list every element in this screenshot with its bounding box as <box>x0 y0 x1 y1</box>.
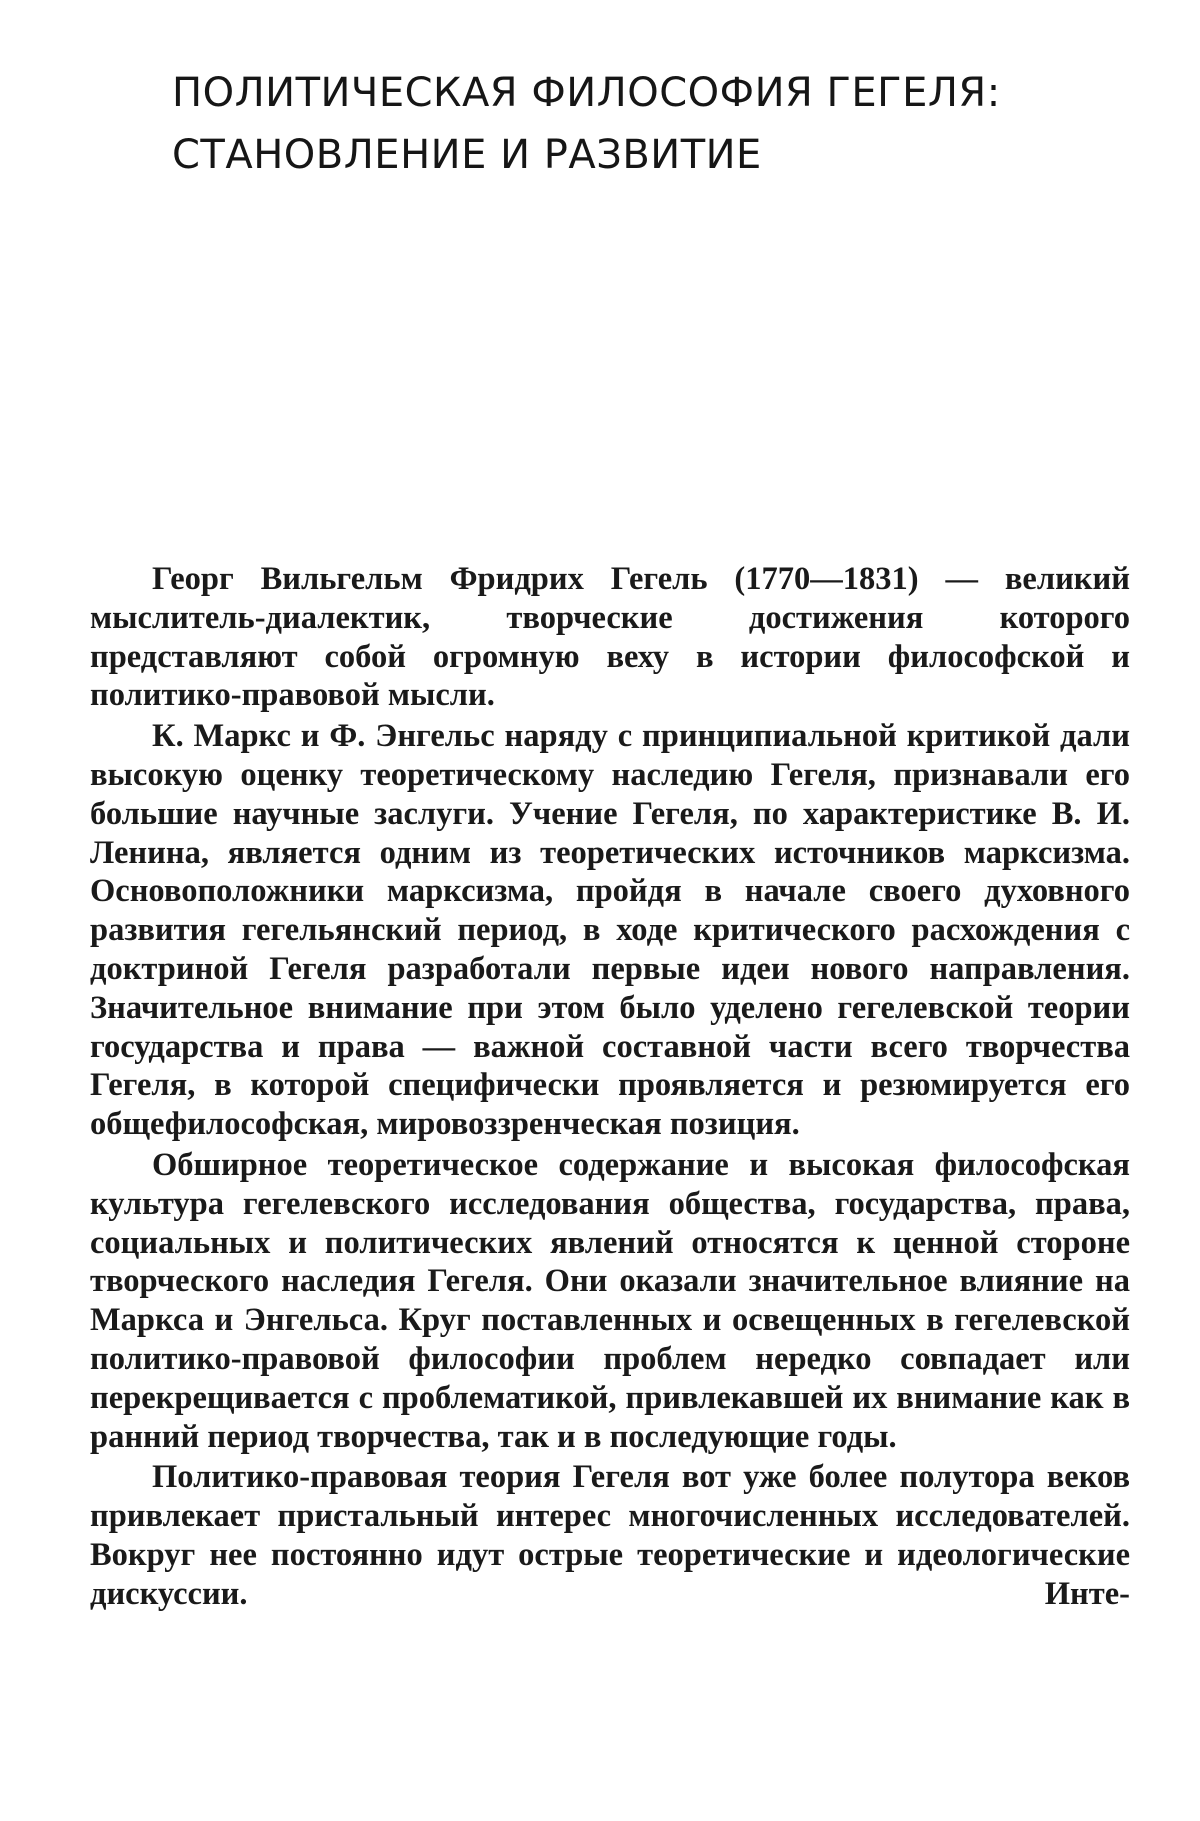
paragraph-4: Политико-правовая теория Гегеля вот уже более полутора веков привлекает пристальный интерес многочисленных исследователей. Вокруг нее постоянно идут острые теоретические и идеологические дискуссии. Инте- <box>90 1459 1130 1612</box>
body-text <box>90 560 1130 1616</box>
paragraph-1: Георг Вильгельм Фридрих Гегель (1770—1831) — великий мыслитель-диалектик, творческие достижения которого представляют собой огромную веху в истории философской и политико-правовой мысли. <box>90 561 1130 714</box>
chapter-title <box>172 62 1072 186</box>
paragraph-3: Обширное теоретическое содержание и высокая философская культура гегелевского исследования общества, государства, права, социальных и политических явлений относятся к ценной стороне творческого наследия Гегеля. Они оказали значительное влияние на Маркса и Энгельса. Круг поставленных и освещенных в гегелевской политико-правовой философии проблем нередко совпадает или перекрещивается с проблематикой, привлекавшей их внимание как в ранний период творчества, так и в последующие годы. <box>90 1146 1130 1455</box>
chapter-title-line-1: ПОЛИТИЧЕСКАЯ ФИЛОСОФИЯ ГЕГЕЛЯ: <box>172 70 1001 116</box>
paragraph-2: К. Маркс и Ф. Энгельс наряду с принципиальной критикой дали высокую оценку теоретическому наследию Гегеля, признавали его большие научные заслуги. Учение Гегеля, по характеристике В. И. Ленина, является одним из теоретических источников марксизма. Основоположники марксизма, пройдя в начале своего духовного развития гегельянский период, в ходе критического расхождения с доктриной Гегеля разработали первые идеи нового направления. Значительное внимание при этом было уделено гегелевской теории государства и права — важной составной части всего творчества Гегеля, в которой специфически проявляется и резюмируется его общефилософская, мировоззренческая позиция. <box>90 718 1130 1143</box>
chapter-title-line-2: СТАНОВЛЕНИЕ И РАЗВИТИЕ <box>172 132 762 178</box>
